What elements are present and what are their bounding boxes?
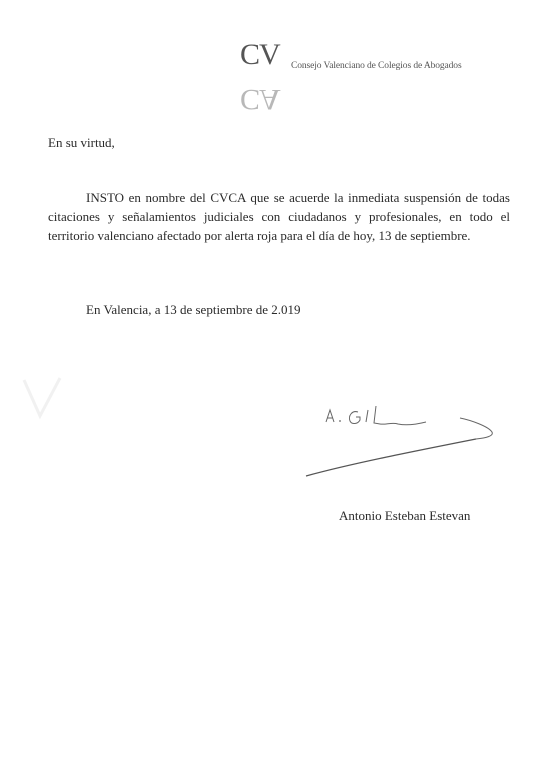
svg-text:CA: CA: [240, 83, 280, 116]
main-paragraph: INSTO en nombre del CVCA que se acuerde la inmediata suspensión de todas citaciones y señalamientos judiciales con ciudadanos y profesionales, en todo el territorio valenciano afectado por alerta roja para el día de hoy, 13 de septiembre.: [48, 190, 510, 243]
letterhead: [240, 38, 470, 116]
faint-scan-mark: [20, 372, 70, 422]
cvca-logo: [240, 38, 292, 116]
handwritten-signature: [300, 398, 500, 480]
organization-name: Consejo Valenciano de Colegios de Abogados: [291, 61, 462, 71]
signer-name: Antonio Esteban Estevan: [339, 508, 471, 523]
place-and-date: En Valencia, a 13 de septiembre de 2.019: [86, 302, 301, 317]
salutation: En su virtud,: [48, 135, 115, 150]
svg-text:CV: CV: [240, 38, 280, 71]
